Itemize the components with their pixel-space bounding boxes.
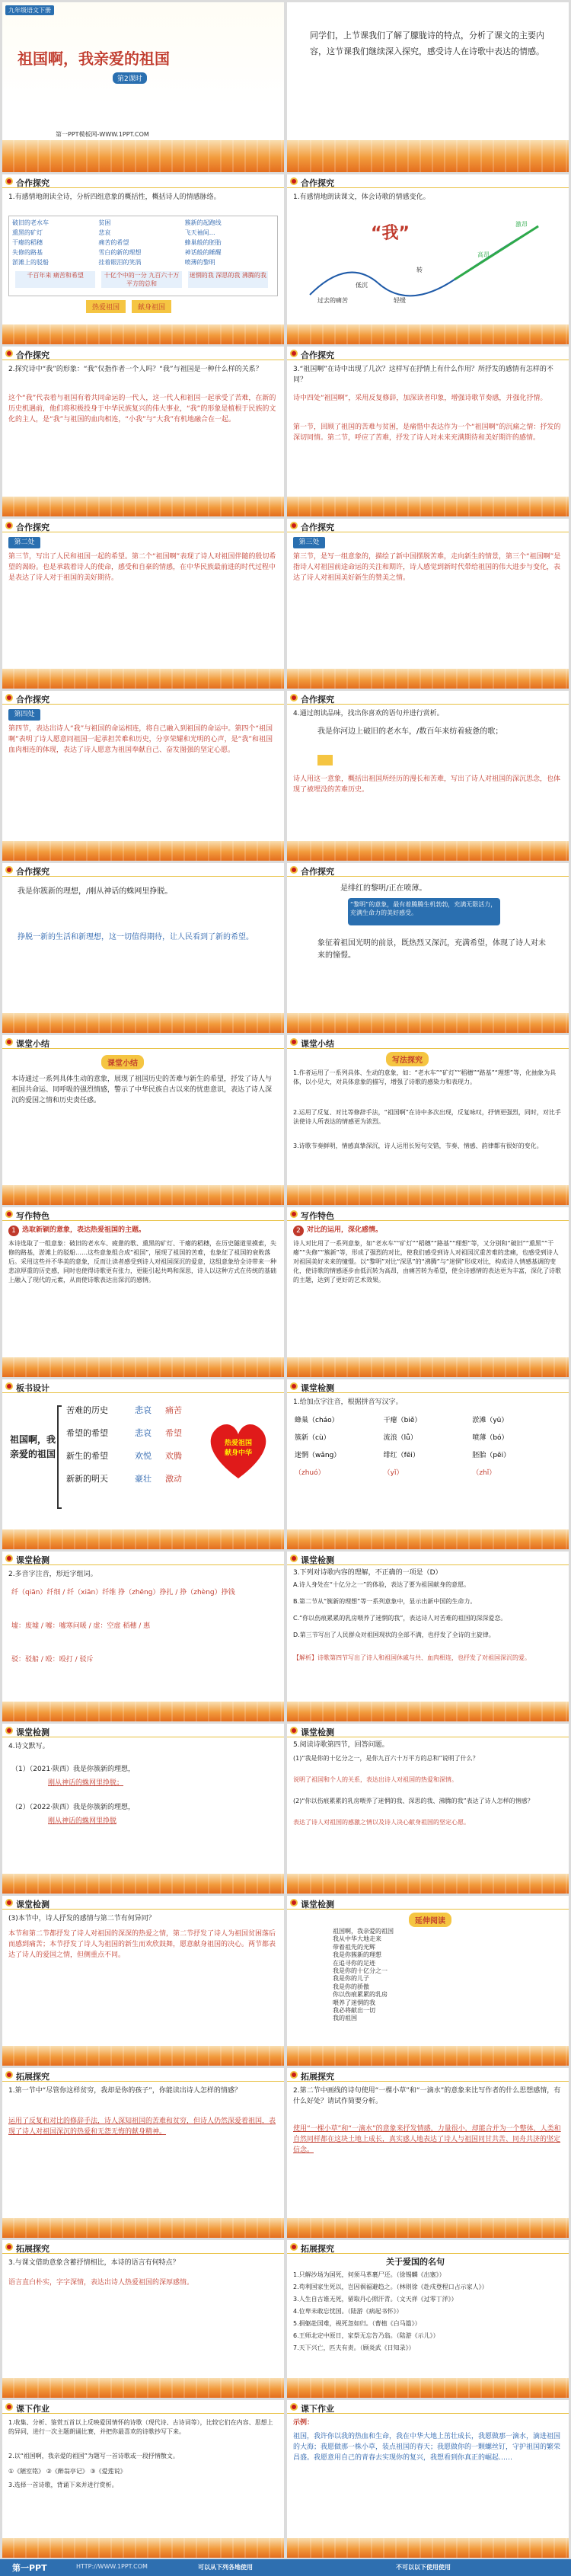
section-header [2,174,284,188]
section-icon [290,350,298,357]
quote-text: 我是你河边上破旧的老水车，/数百年来纺着疲惫的歌； [317,727,503,736]
answer-text [11,1622,275,1632]
section-title: 拓展探究 [16,2072,49,2082]
section-icon [290,1210,298,1218]
footer-banner [287,2218,569,2238]
section-icon [290,177,298,185]
answer-text: 诗中四处“祖国啊”，采用反复修辞，加深读者印象，增强诗歌节奏感，并强化抒情。 [293,395,547,402]
quote-item: 6.王师北定中原日，家祭无忘告乃翁。（陆游《示儿》） [293,2332,439,2339]
section-title: 课堂检测 [16,1900,49,1910]
board-cell: 希望的希望 [66,1428,108,1438]
cell: 悲哀 [98,229,111,236]
promo-banner [0,2559,571,2576]
recite-answer: 刚从神话的蛛网里挣脱 [48,1817,117,1825]
promo-col-title: 不可以以下使用使用 [396,2564,451,2571]
answer-text: 这个“我”代表着与祖国有着共同命运的一代人，这一代人和祖国一起承受了苦难，在新的历史机遇前，他们将积极投身于中华民族复兴的伟大事业，“我”的形象是植根于民族的文化的主人，是“我”与祖国的血肉相连，“小我”与“大我”有机地融合在一起。 [8,395,276,423]
answer-text: 语言直白朴实，字字深情，表达出诗人热爱祖国的深厚感情。 [8,2279,194,2287]
slide-explore-1 [2,174,284,344]
recite-answer: 刚从神话的蛛网里挣脱； [48,1779,124,1787]
footer-banner [2,1529,284,1549]
recite-line: （2）（2022·陕西）我是你簇新的理想， [11,1804,135,1811]
cell: 喷薄的黎明 [184,259,215,266]
answer-span: 驳：驳船 / 殴：殴打 / 驳斥 [11,1656,94,1664]
slide-explore-3 [2,347,284,516]
section-title: 合作探究 [16,523,49,532]
sub-question: (1)“我是你的十亿分之一，是你九百六十万平方的总和”说明了什么？ [293,1755,479,1762]
slide-feature-1 [2,1207,284,1377]
curve-label: 低沉 [356,282,368,289]
homework-text: 2.以“祖国啊，我亲爱的祖国”为题写一首诗歌或一段抒情散文。 [8,2453,179,2459]
section-icon [5,2243,13,2251]
board-cell: 欢腾 [165,1451,182,1461]
section-icon [5,1038,13,1046]
section-header [2,863,284,877]
slide-explore-9 [2,863,284,1033]
slide-extend-1 [2,2068,284,2238]
footer-banner [2,2046,284,2066]
answer-span: 第三节，写出了人民和祖国一起的希望。第二个“祖国啊”表现了诗人对祖国伴随的殷切希望的渴盼。也是承载着诗人的使命，感受和自豪的情感，在中华民族最前进的时代过程中是表达了诗人对于祖国的美好期待。 [8,553,276,582]
section-icon [290,1555,298,1562]
slide-test-2 [2,1552,284,1721]
section-icon [5,1382,13,1390]
slide-test-7 [287,1896,569,2066]
footer-banner [287,1529,569,1549]
question-text: 2.第二节中画线的诗句使用“一棵小草”和“一滴水”的意象来比写作者的什么思想感情，有什么好处？请试作简要分析。 [293,2087,561,2105]
cell: 破旧的老水车 [12,219,49,226]
option-a: A.诗人身处在“十亿分之一”的体验，表达了要为祖国献身的意愿。 [293,1581,471,1588]
pinyin-item: 淤滩（yū） [472,1417,509,1424]
board-cell: 希望 [165,1428,182,1438]
lesson-title: 祖国啊，我亲爱的祖国 [18,50,170,68]
footer-banner [287,2538,569,2558]
section-title: 合作探究 [301,523,334,532]
question-text: (3)本节中，诗人抒发的感情与第二节有何异同？ [8,1915,155,1922]
cell: 迷惘的我 深思的我 沸腾的我 [188,271,268,288]
slide-explore-8 [287,691,569,861]
answer-text: 第一节，回顾了祖国的苦难与贫困，是痛惜中表达作为一个“祖国啊”的沉痛之情：抒发的深切同情。第二节，呼应了苦难，抒发了诗人对未来充满期待和美好期许的感情。 [293,423,561,442]
highlight-marker [317,755,333,765]
homework-text: 1.收集、分析、鉴赏五首以上反映爱国情怀的诗歌（现代诗、古诗词等），比较它们在内容、思想上的异同，进行一次主题朗诵比赛，并把你最喜欢的诗歌抄写下来。 [8,2419,273,2436]
footer-banner [287,140,569,172]
slide-test-3 [287,1552,569,1721]
question-text: 5.阅读诗歌第四节，回答问题。 [293,1741,389,1749]
section-title: 课堂检测 [16,1727,49,1737]
promo-logo: 第一PPT [12,2563,47,2573]
curve-label: 激昂 [515,221,528,228]
answer-text: 第三节，是写一组意象的，描绘了新中国摆脱苦难，走向新生的情景，第三个“祖国啊”是指诗人对祖国前途命运的关注和期许，诗人感觉到新时代带给祖国的伟大进步与变化，表达了诗人对祖国美好新生的赞美之情。 [293,553,561,582]
slide-title-cover [2,2,284,172]
pinyin-item: （yǐ） [383,1469,404,1477]
section-title: 拓展探究 [16,2244,49,2254]
section-icon [290,1038,298,1046]
section-title: 写作特色 [301,1211,334,1221]
footer-banner [287,1874,569,1894]
slide-homework-1 [2,2400,284,2558]
option-b: B.第二节从“簇新的理想”等一系列意象中，显示出新中国的生命力。 [293,1598,477,1605]
section-title: 拓展探究 [301,2072,334,2082]
slide-extend-4 [287,2240,569,2398]
cell: 簇新的起跑线 [184,219,222,226]
analysis-text: 【解析】诗歌第四节写出了诗人和祖国休戚与共、血肉相连，也抒发了对祖国深沉的爱。 [293,1654,531,1661]
section-title: 课堂检测 [301,1727,334,1737]
cell: 挂着眼泪的笑涡 [98,259,142,266]
quote-item: 1.只解沙场为国死，何须马革裹尸还。（徐锡麟《出塞》） [293,2271,445,2278]
footer-banner [287,2378,569,2398]
footer-banner [2,841,284,861]
board-title: 祖国啊，我亲爱的祖国 [10,1434,56,1459]
board-cell: 苦难的历史 [66,1405,108,1415]
section-icon [5,177,13,185]
reading-tag: 延伸阅读 [409,1913,451,1927]
quote-item: 3.人生自古谁无死，留取丹心照汗青。（文天祥《过零丁洋》） [293,2296,458,2303]
answer-span: 纤（qiān）纤细 / 纤（xiān）纤维 挣（zhēng）挣扎 / 挣（zhèng）挣钱 [11,1589,235,1596]
section-title: 合作探究 [16,350,49,360]
answer-text: 象征着祖国光明的前景，既热烈又深沉，充满希望，体现了诗人对未来的憧憬。 [317,939,546,960]
section-header [2,1552,284,1565]
section-title: 合作探究 [16,695,49,705]
part-tag: 第二处 [8,537,40,548]
number-badge: 2 [293,1226,304,1236]
board-cell: 悲哀 [135,1428,152,1438]
cell: 雪白的新的理想 [98,249,142,256]
section-header [2,1379,284,1393]
section-header [287,691,569,705]
feature-text: 本诗选取了一组意象：破旧的老水车、疲惫的歌、熏黑的矿灯、干瘪的稻穗，在历史隧道里摸索，失修的路基，淤滩上的驳船……这些意象组合成“祖国”，展现了祖国的苦难，也象征了祖国的衰败落后。采用这些并不华美的意象，反而让读者感受到诗人对祖国深沉的爱意，这组意象给全诗带来一种悲凉厚重的历史感，同时也使得诗歌更有张力，更能引起共鸣和深思，诗人以这种方式在传统的基础上融入了现代的元素，从而使诗歌表达出深沉的感情。 [8,1240,276,1283]
section-header [287,1896,569,1910]
quote-item: 5.捐躯赴国难，视死忽如归。（曹植《白马篇》） [293,2320,421,2327]
center-label: “我” [371,224,410,243]
board-cell: 豪壮 [135,1474,152,1484]
pinyin-item: 胚胎（pēi） [472,1452,511,1459]
answer-text: 运用了反复和对比的修辞手法，诗人深知祖国的苦难和贫穷，但诗人仍然深爱着祖国，表现了诗人对祖国深沉的热爱和无怨无悔的献身精神。 [8,2117,276,2136]
section-icon [290,2071,298,2079]
goal-text: 1.有感情地朗读全诗，分析四组意象的概括性，概括诗人的情感脉络。 [8,193,221,201]
slide-test-5 [287,1724,569,1894]
section-title: 课堂检测 [301,1900,334,1910]
footer-banner [2,1185,284,1205]
sub-answer: 说明了祖国和个人的关系，表达出诗人对祖国的热爱和深情。 [293,1776,458,1783]
slide-summary-1 [2,1035,284,1205]
footer-banner [2,1874,284,1894]
question-text: 3.与课文借助意象含蓄抒情相比，本诗的语言有何特点？ [8,2259,180,2267]
question-text: 4.诗文默写。 [8,1743,49,1750]
goal-text: 1.有感情地朗读课文，体会诗歌的情感变化。 [293,193,430,201]
section-icon [5,1210,13,1218]
brand-text: 第一PPT模板网-WWW.1PPT.COM [56,131,149,138]
section-title: 合作探究 [301,867,334,877]
section-icon [290,1382,298,1390]
section-icon [5,866,13,874]
section-header [2,1207,284,1221]
pinyin-item: （zhuó） [295,1469,325,1477]
option-c: C.“你以伤痕累累的乳房喂养了迷惘的我”，表达诗人对苦难的祖国的深深爱恋。 [293,1615,507,1622]
recite-line: （1）（2021·陕西）我是你簇新的理想， [11,1766,135,1773]
section-title: 合作探究 [16,178,49,188]
section-header [2,1035,284,1049]
quote-item: 7.天下兴亡，匹夫有责。（顾炎武《日知录》） [293,2344,415,2351]
slide-extend-2 [287,2068,569,2238]
quote-text: 是绯红的黎明/正在喷薄。 [340,884,427,893]
quotes-title: 关于爱国的名句 [386,2257,445,2267]
feature-text: 诗人对比用了一系列意象，如“老水车”“矿灯”“稻穗”“路基”“理想”等，又分别和“破旧”“熏黑”“干瘪”“失修”“簇新”等，形成了强烈的对比，使我们感受到诗人对祖国沉重苦难的悲痛，也感受到诗人对祖国美好未来的憧憬。以“黎明”对比“深思”的“沸腾”与“迷惘”形成对比，构成诗人情感基调的变化，使诗歌的情感逐步由低沉转为高昂，由痛苦转为希望，使全诗感情的表达更为丰富，深化了诗歌的主题，达到了更好的艺术效果。 [293,1240,561,1283]
answer-text: 本节和第二节都抒发了诗人对祖国的深深的热爱之情，第二节抒发了诗人为祖国贫困落后而感到痛苦；本节抒发了诗人为祖国的新生而欢欣鼓舞，愿意献身祖国的决心。两节都表达了诗人的爱国之情，但侧重点不同。 [8,1930,276,1959]
cell: 淤滩上的驳船 [12,259,49,266]
example-text: 祖国，我许你以我的热血和生命，我在中华大地上茁壮成长，我愿做那一滴水，滴进祖国的大海；我愿做那一株小草，装点祖国的春天；我愿做你的一颗螺丝钉，守护祖国的繁荣昌盛。我愿意用自己的青春去实现你的复兴，我想看到你真正的崛起…… [293,2433,561,2462]
slide-feature-2 [287,1207,569,1377]
section-header [287,1552,569,1565]
section-title: 课下作业 [301,2404,334,2414]
section-header [287,174,569,188]
summary-text: 1.作者运用了一系列具体、生动的意象，如：“老水车”“矿灯”“稻穗”“路基”“理想”等，化抽象为具体，以小见大，对具体意象的描写，增强了诗歌的感染力和表现力。 [293,1069,557,1085]
example-tag: 示例： [293,2419,314,2427]
slide-explore-7 [2,691,284,861]
feature-title: 对比的运用，深化感情。 [307,1226,383,1234]
section-icon [290,1727,298,1734]
summary-tag: 课堂小结 [101,1055,144,1069]
slide-explore-10 [287,863,569,1033]
section-title: 课堂检测 [16,1555,49,1565]
homework-text: 3.选择一首诗歌，背诵下来并进行赏析。 [8,2482,118,2488]
grade-badge: 九年级语文下册 [5,5,54,15]
footer-banner [2,669,284,689]
answer-text [11,1588,275,1599]
board-cell: 新生的希望 [66,1451,108,1461]
footer-banner [287,1185,569,1205]
board-cell: 欢悦 [135,1451,152,1461]
section-icon [5,694,13,702]
section-title: 写作特色 [16,1211,49,1221]
heart-text: 热爱祖国 献身中华 [224,1440,252,1457]
cell: 贫困 [98,219,111,226]
cell: 十亿个中的一分 九百六十万 平方的总和 [101,271,181,288]
section-icon [5,2071,13,2079]
promo-url: HTTP://WWW.1PPT.COM [76,2563,148,2570]
intro-text: 同学们，上节课我们了解了朦胧诗的特点，分析了课文的主要内容，这节课我们继续深入探究，感受诗人在诗歌中表达的情感。 [310,30,544,56]
sub-answer: 表达了诗人对祖国的感激之情以及诗人决心献身祖国的坚定心愿。 [293,1819,470,1826]
section-header [287,1724,569,1737]
curve-label: 过去的痛苦 [317,297,348,304]
answer-text: 使用“一棵小草”和“一滴水”的意象来抒发情感，力量很小，却能合并为一个整体，人类和自然同样都在这块土地上成长，真实感人地表达了诗人与祖国同甘共苦、同舟共济的坚定信念。 [293,2125,561,2154]
summary-tag: 写法探究 [386,1052,429,1066]
section-title: 课堂小结 [301,1039,334,1049]
section-icon [5,1899,13,1906]
quote-item: 2.苟利国家生死以，岂因祸福避趋之。（林则徐《赴戍登程口占示家人》） [293,2284,488,2290]
pinyin-item: 簇新（cù） [295,1434,330,1442]
board-cell: 痛苦 [165,1405,182,1415]
pinyin-item: 蜂巢（cháo） [295,1417,339,1424]
cell: 飞天袖间… [184,229,215,236]
answer-text [18,932,269,944]
section-header [287,2068,569,2082]
section-icon [290,2243,298,2251]
footer-banner [2,1702,284,1721]
question-text: 3.下列对诗歌内容的理解，不正确的一项是（D） [293,1569,442,1577]
section-header [2,347,284,360]
summary-text: 3.诗歌节奏鲜明，情感真挚深沉，诗人运用长短句交错，节奏、情感、韵律都有很好的变化。 [293,1143,543,1149]
part-tag: 第三处 [293,537,325,548]
question-text: 1.第一节中“尽管你这样贫穷，我却是你的孩子”，你能读出诗人怎样的情感？ [8,2087,241,2095]
section-header [287,863,569,877]
footer-banner [287,1013,569,1033]
slide-explore-4 [287,347,569,516]
section-title: 合作探究 [301,350,334,360]
emotion-tag: 热爱祖国 [86,300,126,313]
section-title: 课堂小结 [16,1039,49,1049]
board-cell: 悲哀 [135,1405,152,1415]
section-header [2,1896,284,1910]
question-text: 2.多音字注音，形近字组词。 [8,1571,97,1578]
section-header [287,2400,569,2414]
footer-banner [287,669,569,689]
sub-question: (2)“你以伤痕累累的乳房喂养了迷惘的我、深思的我、沸腾的我”表达了诗人怎样的情感？ [293,1798,534,1804]
section-header [2,1724,284,1737]
feature-title: 选取新颖的意象，表达热爱祖国的主题。 [22,1226,146,1234]
slide-board [2,1379,284,1549]
footer-banner [2,324,284,344]
cell: 痛苦的希望 [98,239,129,246]
section-header [2,519,284,532]
section-icon [290,866,298,874]
curve-label: 高昂 [477,251,490,258]
board-bracket [57,1405,62,1509]
rising-line [455,226,538,280]
section-title: 拓展探究 [301,2244,334,2254]
answer-text [8,552,278,584]
section-icon [5,2403,13,2411]
pinyin-item: 迷惘（wǎng） [295,1452,341,1459]
footer-banner [2,2378,284,2398]
quote-item: 4.位卑未敢忘忧国。（陆游《病起书怀》） [293,2308,403,2315]
board-cell: 激动 [165,1474,182,1484]
curve-label: 轻缓 [394,297,406,304]
section-header [2,2240,284,2254]
footer-banner [287,2046,569,2066]
section-title: 板书设计 [16,1383,49,1393]
pinyin-item: 绯红（fēi） [383,1452,419,1459]
quote-text: 我是你簇新的理想，/刚从神话的蛛网里挣脱。 [18,887,173,896]
section-title: 合作探究 [16,867,49,877]
section-title: 合作探究 [301,178,334,188]
answer-text: 第四节，表达出诗人“我”与祖国的命运相连，将自己融入到祖国的命运中。第四个“祖国啊”表明了诗人愿意同祖国一起承担苦难和历史，分享荣耀和光明的心声，是“我”和祖国血肉相连的体现，表达了诗人愿意为祖国奉献自己、奋发图强的坚定心愿。 [8,725,273,754]
footer-banner [287,324,569,344]
answer-text: 诗人用这一意象，概括出祖国所经历的漫长和苦难，写出了诗人对祖国的深沉思念，也体现了被埋没的苦难历史。 [293,775,561,794]
homework-text: ①《陋室铭》 ②《醉翁亭记》 ③《爱莲说》 [8,2468,126,2475]
pinyin-item: 流浪（lǚ） [383,1434,417,1442]
part-tag: 第四处 [8,709,40,721]
slide-homework-2 [287,2400,569,2558]
section-title: 课堂检测 [301,1555,334,1565]
question-text: 2.探究诗中“我”的形象：“我”仅指作者一个人吗？“我”与祖国是一种什么样的关系？ [8,366,263,373]
footer-banner [2,2218,284,2238]
slide-test-6 [2,1896,284,2066]
footer-banner [2,140,284,172]
slide-extend-3 [2,2240,284,2398]
slide-test-1 [287,1379,569,1549]
question-text: 3.“祖国啊”在诗中出现了几次？这样写在抒情上有什么作用？所抒发的感情有怎样的不同？ [293,366,553,384]
board-cell: 新新的明天 [66,1474,108,1484]
footer-banner [287,497,569,516]
slide-test-4 [2,1724,284,1894]
number-badge: 1 [8,1226,19,1236]
cell: 蜂巢般的胚胎 [184,239,222,246]
section-icon [5,350,13,357]
answer-span: 墟：废墟 / 嘘：嘘寒问暖 / 虚：空虚 稻穗 / 惠 [11,1622,151,1630]
cell: 干瘪的稻穗 [12,239,43,246]
summary-text: 2.运用了反复、对比等修辞手法，“祖国啊”在诗中多次出现，反复咏叹，抒情更强烈，同时，对比手法使诗人所表达的情感更为浓烈。 [293,1109,561,1125]
emotion-tag: 献身祖国 [132,300,171,313]
section-icon [290,1899,298,1906]
section-header [2,2068,284,2082]
image-table [8,216,278,296]
section-icon [290,522,298,529]
slide-explore-5 [2,519,284,689]
cell: 神话般的睡醒 [184,249,222,256]
speech-bubble: “黎明”的意象，最有着腾腾生机勃勃，充满无限活力，充满生命力的美好感受。 [348,898,500,925]
footer-banner [2,2538,284,2558]
section-header [287,1207,569,1221]
answer-text [11,1655,275,1666]
section-header [2,691,284,705]
footer-banner [2,1013,284,1033]
section-title: 课下作业 [16,2404,49,2414]
section-header [287,347,569,360]
promo-col-title: 可以从下列各地使用 [198,2564,253,2571]
slide-explore-2 [287,174,569,344]
footer-banner [287,1702,569,1721]
section-title: 合作探究 [301,695,334,705]
pinyin-item: 干瘪（biě） [383,1417,422,1424]
curve-line [310,226,538,296]
slide-explore-6 [287,519,569,689]
footer-banner [287,1357,569,1377]
slide-summary-2 [287,1035,569,1205]
section-title: 课堂检测 [301,1383,334,1393]
summary-text: 本诗通过一系列具体生动的意象，展现了祖国历史的苦难与新生的希望，抒发了诗人与祖国共命运、同呼吸的强烈情感，警示了中华民族自古以来的忧患意识，表达了诗人深沉的爱国之情和历史责任感。 [11,1075,273,1104]
cell: 熏黑的矿灯 [12,229,43,236]
footer-banner [287,841,569,861]
section-icon [290,2403,298,2411]
section-icon [5,1727,13,1734]
question-text: 1.给加点字注音，根据拼音写汉字。 [293,1398,403,1406]
section-icon [290,694,298,702]
section-header [287,1379,569,1393]
section-icon [5,1555,13,1562]
question-text: 4.通过朗读品味，找出你喜欢的语句并进行赏析。 [293,710,444,718]
curve-label: 转 [416,267,423,273]
slide-intro [287,2,569,172]
section-icon [5,522,13,529]
section-header [287,1035,569,1049]
cell: 失修的路基 [12,249,43,256]
section-header [287,519,569,532]
section-header [287,2240,569,2254]
footer-banner [2,1357,284,1377]
footer-banner [2,497,284,516]
option-d: D.第三节写出了人民群众对祖国现状的全部不满，也抒发了全诗的主旋律。 [293,1632,495,1638]
pinyin-item: 喷薄（bó） [472,1434,509,1442]
poem-text: 祖国啊，我亲爱的祖国 我从中华大地走来 带着祖先的光辉 我是你簇新的理想 在追寻你的足迹 我是你的十亿分之一 我是你的儿子 我是你的骄傲 你以伤痕累累的乳房 喂养了迷惘的我 我必将献出一切 我的祖国 [333,1928,394,2022]
section-header [2,2400,284,2414]
pinyin-item: （zhǐ） [472,1469,496,1477]
answer-span: 挣脱一新的生活和新理想，这一切值得期待，让人民看到了新的希望。 [18,933,254,941]
lesson-badge: 第2课时 [113,72,147,84]
cell: 千百年来 痛苦和希望 [15,271,95,288]
